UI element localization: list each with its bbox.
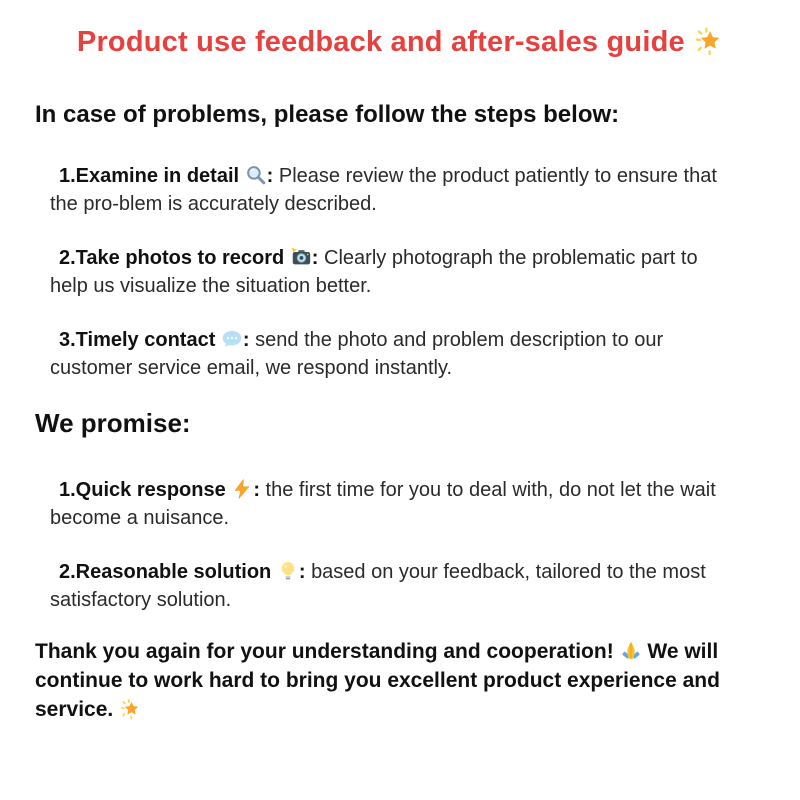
step-3-lead: 3.Timely contact — [59, 329, 216, 351]
magnifying-glass-icon — [245, 164, 267, 186]
step-1-colon: : — [266, 165, 274, 187]
closing-part-1: Thank you again for your understanding and cooperation! — [35, 640, 614, 663]
glowing-star-icon — [693, 26, 723, 56]
speech-balloon-icon — [221, 328, 243, 350]
step-3-body: send the photo and problem description to our customer service email, we respond instantly. — [50, 329, 664, 379]
step-1-body: Please review the product patiently to ensure that the pro-blem is accurately described. — [50, 165, 717, 215]
promise-1-colon: : — [253, 479, 260, 501]
lightning-icon — [231, 478, 253, 500]
page-title-text: Product use feedback and after-sales guide — [76, 26, 685, 58]
step-1-lead: 1.Examine in detail — [59, 165, 240, 187]
step-item-3 — [50, 326, 724, 382]
camera-icon — [290, 246, 312, 268]
glowing-star-icon — [119, 698, 141, 720]
closing-paragraph — [35, 637, 758, 724]
closing-part-2: We will continue to work hard to bring you excellent product experience and service. — [35, 640, 720, 721]
step-2-colon: : — [311, 247, 319, 269]
steps-heading: In case of problems, please follow the steps below: — [35, 101, 620, 128]
promise-2-lead: 2.Reasonable solution — [59, 561, 272, 583]
folded-hands-icon — [620, 640, 642, 662]
page-title — [0, 0, 800, 62]
promise-1-lead: 1.Quick response — [59, 479, 226, 501]
promise-item-1 — [50, 476, 724, 532]
promise-2-body: based on your feedback, tailored to the most satisfactory solution. — [50, 561, 706, 611]
promise-heading: We promise: — [35, 408, 191, 438]
promise-item-2 — [50, 558, 724, 614]
step-2-body: Clearly photograph the problematic part to help us visualize the situation better. — [50, 247, 698, 297]
promise-2-colon: : — [298, 561, 306, 583]
light-bulb-icon — [277, 560, 299, 582]
promise-1-body: the first time for you to deal with, do not let the wait become a nuisance. — [50, 479, 716, 529]
step-2-lead: 2.Take photos to record — [59, 247, 285, 269]
step-item-2 — [50, 244, 724, 300]
step-item-1 — [50, 162, 724, 218]
step-3-colon: : — [242, 329, 250, 351]
